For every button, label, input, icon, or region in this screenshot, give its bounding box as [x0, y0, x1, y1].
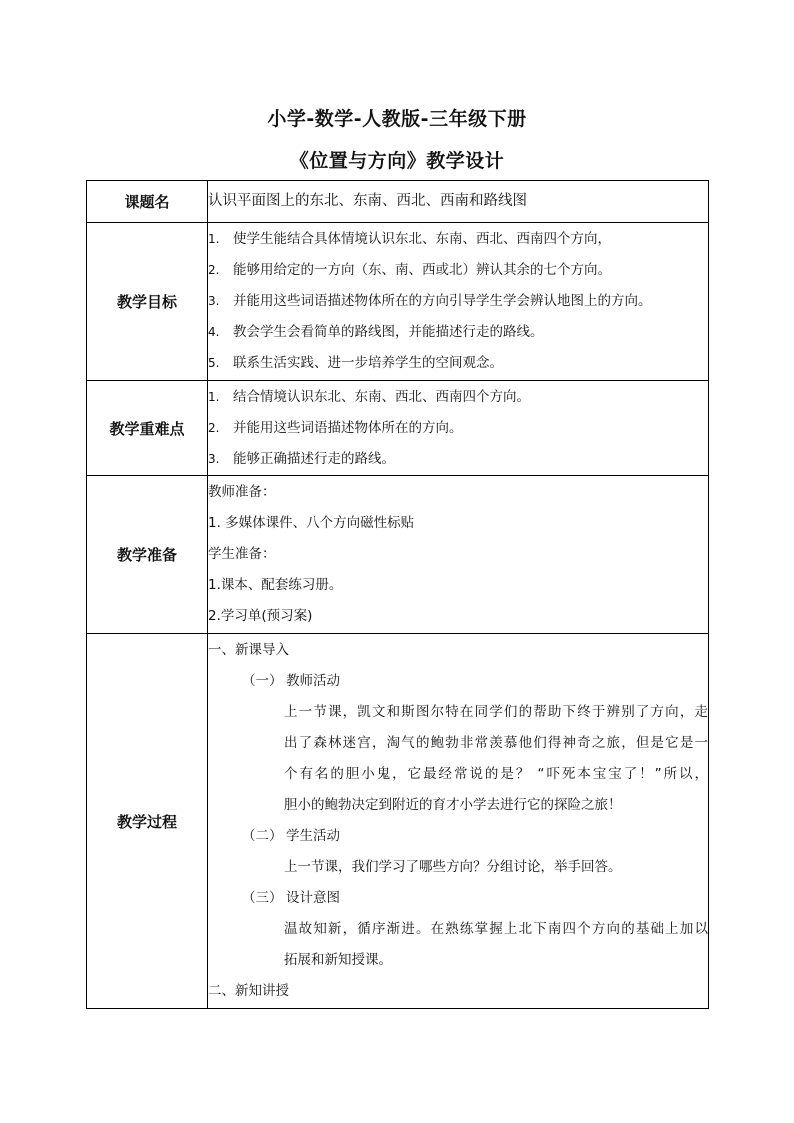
- prep-line: 1.课本、配套练习册。: [208, 577, 343, 593]
- paragraph-line: 上一节课，凯文和斯图尔特在同学们的帮助下终于辨别了方向，走: [284, 704, 708, 720]
- table-row-process: [87, 634, 709, 1009]
- paragraph-line: 上一节课，我们学习了哪些方向？分组讨论，举手回答。: [284, 859, 622, 875]
- item-text: 结合情境认识东北、东南、西北、西南四个方向。: [233, 388, 530, 405]
- list-item: [208, 317, 708, 348]
- list-item: [208, 348, 708, 379]
- goals-cell: [208, 223, 709, 381]
- document-subtitle: 《位置与方向》教学设计: [289, 150, 505, 172]
- row-label-topic: 课题名: [87, 181, 208, 223]
- prep-line: 教师准备：: [208, 484, 276, 500]
- prep-line: 学生准备：: [208, 546, 276, 562]
- item-text: 使学生能结合具体情境认识东北、东南、西北、西南四个方向，: [233, 231, 611, 247]
- list-item: [208, 413, 708, 444]
- row-label-preparation: 教学准备: [87, 476, 208, 634]
- item-number: 3.: [208, 294, 220, 308]
- item-number: 5.: [208, 356, 220, 370]
- paragraph-line: 拓展和新知授课。: [284, 952, 392, 968]
- list-item: [208, 255, 708, 286]
- list-item: [208, 286, 708, 317]
- item-text: 能够正确描述行走的路线。: [233, 450, 395, 467]
- item-text: 能够用给定的一方向（东、南、西或北）辨认其余的七个方向。: [233, 262, 611, 278]
- prep-line: 1. 多媒体课件、八个方向磁性标贴: [208, 515, 415, 531]
- subsection-heading: [208, 821, 708, 852]
- paragraph-line: 个有名的胆小鬼，它最经常说的是？ “吓死本宝宝了！”所以，: [284, 766, 708, 782]
- list-item: [208, 444, 708, 475]
- subsection-heading: [208, 666, 708, 697]
- subsection-heading: [208, 883, 708, 914]
- key-points-cell: [208, 381, 709, 476]
- list-item: [208, 382, 708, 413]
- preparation-cell: [208, 476, 709, 634]
- row-label-goals: 教学目标: [87, 223, 208, 381]
- item-number: 1.: [208, 232, 220, 246]
- lesson-plan-table: [86, 180, 709, 1009]
- subsection-number: （一）: [242, 673, 283, 689]
- table-row-preparation: [87, 476, 709, 634]
- table-row-topic: [87, 181, 709, 223]
- item-text: 并能用这些词语描述物体所在的方向引导学生学会辨认地图上的方向。: [233, 293, 652, 309]
- teacher-activity-paragraph: [208, 697, 708, 821]
- subsection-title: 教师活动: [286, 673, 340, 689]
- item-number: 3.: [208, 451, 220, 466]
- topic-value: [208, 181, 709, 223]
- section-heading: 二、新知讲授: [208, 983, 289, 999]
- table-row-goals: [87, 223, 709, 381]
- topic-text: 认识平面图上的东北、东南、西北、西南和路线图: [208, 193, 527, 209]
- student-activity-paragraph: [208, 852, 708, 883]
- row-label-key-points: 教学重难点: [87, 381, 208, 476]
- list-item: [208, 224, 708, 255]
- section-heading: 一、新课导入: [208, 642, 289, 658]
- item-number: 1.: [208, 389, 220, 404]
- subsection-title: 设计意图: [286, 890, 340, 906]
- item-text: 并能用这些词语描述物体所在的方向。: [233, 419, 463, 436]
- paragraph-line: 温故知新，循序渐进。在熟练掌握上北下南四个方向的基础上加以: [284, 921, 708, 937]
- subsection-number: （二）: [242, 828, 283, 844]
- item-number: 2.: [208, 263, 220, 277]
- subsection-title: 学生活动: [286, 828, 340, 844]
- subsection-number: （三）: [242, 890, 283, 906]
- item-text: 教会学生会看简单的路线图，并能描述行走的路线。: [233, 324, 544, 340]
- document-title: 小学-数学-人教版-三年级下册: [267, 108, 527, 130]
- row-label-process: 教学过程: [87, 634, 208, 1009]
- item-number: 2.: [208, 420, 220, 435]
- paragraph-line: 胆小的鲍勃决定到附近的育才小学去进行它的探险之旅！: [284, 797, 622, 813]
- paragraph-line: 出了森林迷宫，淘气的鲍勃非常羡慕他们得神奇之旅，但是它是一: [284, 735, 708, 751]
- design-intent-paragraph: [208, 914, 708, 976]
- process-cell: [208, 634, 709, 1009]
- table-row-key-points: [87, 381, 709, 476]
- prep-line: 2.学习单(预习案): [208, 608, 313, 624]
- item-text: 联系生活实践、进一步培养学生的空间观念。: [233, 355, 503, 371]
- item-number: 4.: [208, 325, 220, 339]
